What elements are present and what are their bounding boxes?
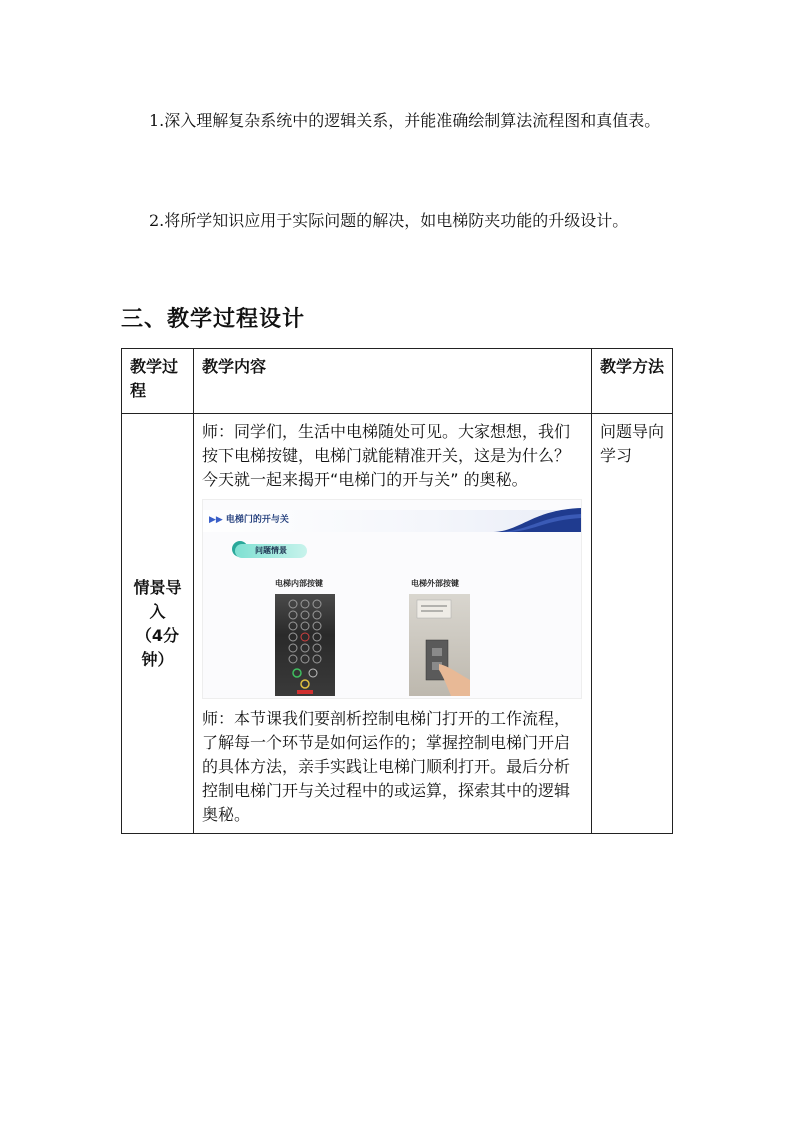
elevator-keypad-icon xyxy=(275,594,335,696)
method-cell: 问题导向学习 xyxy=(592,414,673,834)
header-method: 教学方法 xyxy=(592,349,673,414)
stage-duration: （4分钟） xyxy=(135,625,180,669)
elevator-outside-panel xyxy=(409,594,470,696)
elevator-inside-panel xyxy=(275,594,335,696)
followup-text: 师：本节课我们要剖析控制电梯门打开的工作流程，了解每一个环节是如何运作的；掌握控制电梯门开启的具体方法，亲手实践让电梯门顺利打开。最后分析控制电梯门开与关过程中的或运算，探索其中的逻辑奥秘。 xyxy=(202,709,571,824)
objective-1 xyxy=(121,96,674,146)
caption-outside-buttons: 电梯外部按键 xyxy=(411,579,459,588)
stage-name: 情景导入 xyxy=(133,577,182,621)
objective-1-text: 1.深入理解复杂系统中的逻辑关系，并能准确绘制算法流程图和真值表。 xyxy=(149,111,661,130)
caption-inside-buttons: 电梯内部按键 xyxy=(275,579,323,588)
teaching-process-table xyxy=(121,348,673,834)
elevator-call-button-icon xyxy=(409,594,470,696)
table-header-row xyxy=(122,349,673,414)
content-cell xyxy=(194,414,592,834)
section-title: 三、教学过程设计 xyxy=(121,307,306,332)
table-row xyxy=(122,414,673,834)
slide-image xyxy=(202,499,582,699)
intro-text: 师：同学们，生活中电梯随处可见。大家想想，我们按下电梯按键，电梯门就能精准开关，这是为什么？今天就一起来揭开“电梯门的开与关” 的奥秘。 xyxy=(202,422,571,489)
double-arrow-icon: ▶▶ xyxy=(209,515,223,525)
wave-decoration-icon xyxy=(491,506,581,532)
objective-2 xyxy=(121,196,674,246)
slide-badge: 问题情景 xyxy=(235,544,307,558)
objective-2-text: 2.将所学知识应用于实际问题的解决，如电梯防夹功能的升级设计。 xyxy=(149,211,629,230)
header-content: 教学内容 xyxy=(194,349,592,414)
slide-title xyxy=(209,513,289,527)
slide-title-text: 电梯门的开与关 xyxy=(225,515,289,525)
header-stage: 教学过程 xyxy=(122,349,194,414)
stage-cell xyxy=(122,414,194,834)
